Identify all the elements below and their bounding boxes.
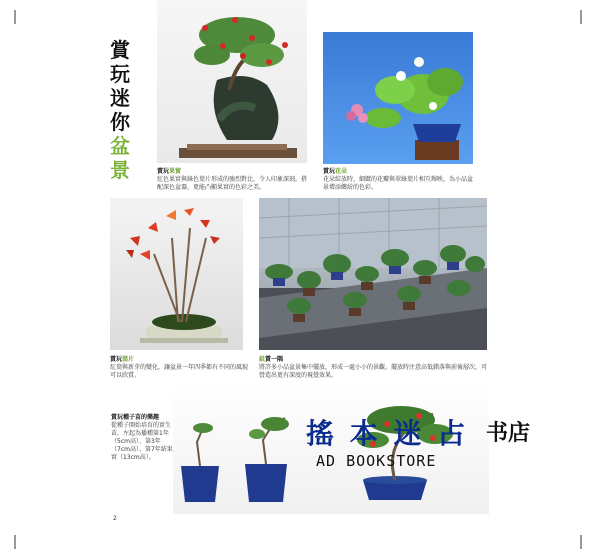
flower-caption bbox=[323, 168, 473, 192]
crop-mark bbox=[14, 10, 16, 24]
title-char: 你 bbox=[110, 110, 130, 134]
caption-label-accent: 葉片 bbox=[122, 356, 135, 363]
page-number: 2 bbox=[113, 515, 117, 522]
caption-label: 賞玩 bbox=[157, 168, 170, 175]
caption-label-accent: 賞一隅 bbox=[265, 356, 284, 363]
title-char: 迷 bbox=[110, 86, 130, 110]
fruit-bonsai-photo bbox=[157, 0, 307, 163]
flower-bonsai-photo bbox=[323, 32, 473, 164]
seedling-caption bbox=[111, 414, 173, 462]
grouping-caption bbox=[259, 356, 487, 380]
title-char: 賞 bbox=[110, 38, 130, 62]
watermark-chinese-suffix: 书店 bbox=[486, 420, 531, 446]
fruit-caption bbox=[157, 168, 307, 192]
caption-label: 組 bbox=[259, 356, 266, 363]
caption-label: 賞玩種子苗的樂趣 bbox=[111, 414, 160, 421]
caption-text: 從種子開始培育的實生苗，左起為播種第1年（5cm高）、第3年（7cm高）、第7年結果實（13cm高）。 bbox=[111, 422, 173, 461]
title-char: 盆 bbox=[110, 134, 130, 158]
greenhouse-display-photo bbox=[259, 198, 487, 350]
caption-label: 賞玩 bbox=[323, 168, 336, 175]
caption-label: 賞玩 bbox=[110, 356, 123, 363]
watermark-chinese: 搖 本 迷 占 bbox=[306, 417, 469, 450]
watermark-english: AD BOOKSTORE bbox=[316, 452, 437, 470]
caption-text: 花朵綻放時，細緻的花瓣與翠綠葉片相互輝映，為小品盆景增添繽紛的色彩。 bbox=[323, 176, 474, 191]
caption-text: 將許多小品盆景集中擺放，形成一處小小的景觀。擺放時注意高低錯落與前後層次，可營造出更有深度的視覺效果。 bbox=[259, 364, 488, 379]
title-char: 玩 bbox=[110, 62, 130, 86]
crop-mark bbox=[14, 535, 16, 549]
leaves-caption bbox=[110, 356, 250, 380]
caption-text: 紅葉與新芽的變化，讓盆景一年四季都有不同的風貌可以欣賞。 bbox=[110, 364, 249, 379]
bookstore-watermark bbox=[296, 406, 566, 476]
crop-mark bbox=[580, 10, 582, 24]
caption-label-accent: 果實 bbox=[169, 168, 182, 175]
red-leaf-bonsai-photo bbox=[110, 198, 243, 350]
crop-mark bbox=[580, 535, 582, 549]
caption-text: 紅色果實與綠色葉片形成的強烈對比，令人印象深刻。搭配深色盆器，更能凸顯果實的色彩之美。 bbox=[157, 176, 308, 191]
title-char: 景 bbox=[110, 158, 130, 182]
page-title bbox=[107, 38, 133, 182]
caption-label-accent: 花朵 bbox=[335, 168, 348, 175]
